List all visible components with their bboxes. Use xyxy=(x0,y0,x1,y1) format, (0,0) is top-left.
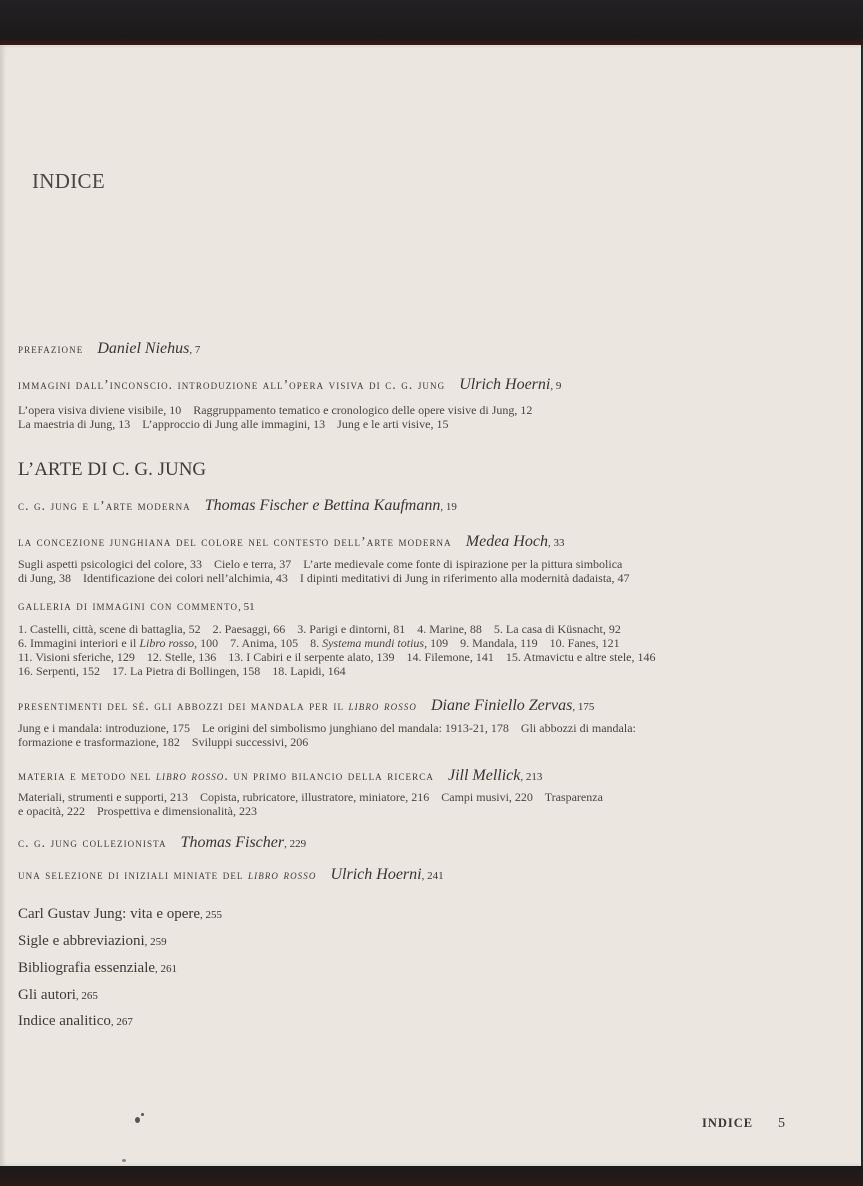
toc-entry-back-matter[interactable]: Carl Gustav Jung: vita e opere, 255 xyxy=(18,906,223,922)
entry-title-italic: libro rosso xyxy=(155,768,225,783)
toc-entry-back-matter[interactable]: Bibliografia essenziale, 261 xyxy=(18,960,178,976)
entry-page: 267 xyxy=(116,1016,133,1028)
entry-page: 7 xyxy=(194,344,201,356)
toc-subentries: formazione e trasformazione, 182 Sviluppi successivi, 206 xyxy=(18,735,309,749)
entry-title: la concezione junghiana del colore nel contesto dell’arte moderna xyxy=(18,534,452,549)
entry-author: Thomas Fischer xyxy=(180,834,285,851)
entry-title: prefazione xyxy=(18,341,84,356)
scan-background-top xyxy=(0,0,863,45)
page-number: 5 xyxy=(778,1116,785,1131)
entry-page: 213 xyxy=(525,771,543,783)
scan-speck xyxy=(135,1117,140,1123)
entry-page: 261 xyxy=(160,963,178,975)
entry-title: c. g. jung e l’arte moderna xyxy=(18,498,191,513)
entry-page: 51 xyxy=(243,601,255,613)
entry-title-italic: libro rosso xyxy=(348,698,417,713)
entry-page: 259 xyxy=(150,936,167,948)
toc-entry-chapter[interactable]: galleria di immagini con commento, 51 xyxy=(18,598,255,613)
running-footer: INDICE xyxy=(702,1116,754,1130)
toc-entry-chapter[interactable]: c. g. jung e l’arte moderna Thomas Fischer e Bettina Kaufmann, 19 xyxy=(18,497,457,514)
part-title: L’ARTE DI C. G. JUNG xyxy=(18,459,207,480)
entry-title: galleria di immagini con commento xyxy=(18,598,239,613)
scan-background-bottom xyxy=(0,1166,863,1186)
toc-entry-back-matter[interactable]: Indice analitico, 267 xyxy=(18,1013,133,1029)
entry-page: 241 xyxy=(427,870,444,882)
toc-entry-back-matter[interactable]: Sigle e abbreviazioni, 259 xyxy=(18,933,167,949)
toc-entry-preface[interactable]: prefazione Daniel Niehus, 7 xyxy=(18,340,201,357)
toc-subentries: L’opera visiva diviene visibile, 10 Raggruppamento tematico e cronologico delle opere visive di Jung, 12 xyxy=(18,403,533,417)
entry-page: 229 xyxy=(289,838,307,850)
toc-subentries: di Jung, 38 Identificazione dei colori nell’alchimia, 43 I dipinti meditativi di Jung in riferimento alla modernità dadaista, 47 xyxy=(18,571,630,585)
entry-author: Ulrich Hoerni xyxy=(459,376,551,393)
entry-title: presentimenti del sé. gli abbozzi dei mandala per il xyxy=(18,698,349,713)
toc-entry-chapter[interactable]: materia e metodo nel libro rosso. un primo bilancio della ricerca Jill Mellick, 213 xyxy=(18,767,543,784)
page-title: INDICE xyxy=(32,169,105,193)
entry-title: una selezione di iniziali miniate del xyxy=(18,867,249,882)
toc-entry-chapter[interactable]: presentimenti del sé. gli abbozzi dei mandala per il libro rosso Diane Finiello Zervas, 175 xyxy=(18,697,595,714)
toc-subentries: Materiali, strumenti e supporti, 213 Copista, rubricatore, illustratore, miniatore, 216 Campi musivi, 220 Trasparenza xyxy=(18,790,603,804)
entry-page: 19 xyxy=(445,501,457,513)
entry-author: Medea Hoch xyxy=(465,533,548,550)
entry-title: immagini dall’inconscio. introduzione all’opera visiva di c. g. jung xyxy=(18,377,446,392)
toc-subentries: La maestria di Jung, 13 L’approccio di Jung alle immagini, 13 Jung e le arti visive, 15 xyxy=(18,417,449,431)
toc-entry-intro[interactable]: immagini dall’inconscio. introduzione all’opera visiva di c. g. jung Ulrich Hoerni, 9 xyxy=(18,376,562,393)
entry-author: Jill Mellick xyxy=(447,767,521,784)
entry-title: c. g. jung collezionista xyxy=(18,835,167,850)
toc-entry-chapter[interactable]: la concezione junghiana del colore nel contesto dell’arte moderna Medea Hoch, 33 xyxy=(18,533,565,550)
scan-speck xyxy=(141,1113,144,1116)
entry-page: 265 xyxy=(81,990,98,1002)
toc-subentries: e opacità, 222 Prospettiva e dimensionalità, 223 xyxy=(18,804,257,818)
toc-entry-chapter[interactable]: una selezione di iniziali miniate del libro rosso Ulrich Hoerni, 241 xyxy=(18,866,444,883)
entry-page: 255 xyxy=(205,909,223,921)
entry-page: 175 xyxy=(577,701,595,713)
toc-entry-back-matter[interactable]: Gli autori, 265 xyxy=(18,987,98,1003)
entry-author: Ulrich Hoerni xyxy=(330,866,422,883)
toc-subentries: 11. Visioni sferiche, 129 12. Stelle, 136 13. I Cabiri e il serpente alato, 139 14. Filemone, 141 15. Atmavictu e altre stele, 146 xyxy=(18,650,656,664)
toc-subentries: Sugli aspetti psicologici del colore, 33 Cielo e terra, 37 L’arte medievale come fonte di ispirazione per la pittura simbolica xyxy=(18,557,623,571)
entry-title: materia e metodo nel xyxy=(18,768,156,783)
toc-entry-chapter[interactable]: c. g. jung collezionista Thomas Fischer, 229 xyxy=(18,834,307,851)
entry-author: Diane Finiello Zervas xyxy=(431,697,573,714)
entry-title-italic: libro rosso xyxy=(248,867,317,882)
entry-author: Thomas Fischer e Bettina Kaufmann xyxy=(204,497,441,514)
scan-speck xyxy=(122,1159,126,1162)
entry-page: 9 xyxy=(555,380,562,392)
toc-subentries: 6. Immagini interiori e il Libro rosso, 100 7. Anima, 105 8. Systema mundi totius, 109 9. Mandala, 119 10. Fanes, 121 xyxy=(18,636,620,650)
entry-page: 33 xyxy=(553,537,565,549)
toc-subentries: 16. Serpenti, 152 17. La Pietra di Bollingen, 158 18. Lapidi, 164 xyxy=(18,664,346,678)
entry-author: Daniel Niehus xyxy=(97,340,190,357)
toc-subentries: Jung e i mandala: introduzione, 175 Le origini del simbolismo junghiano del mandala: 1913-21, 178 Gli abbozzi di mandala: xyxy=(18,721,636,735)
toc-subentries: 1. Castelli, città, scene di battaglia, 52 2. Paesaggi, 66 3. Parigi e dintorni, 81 4. Marine, 88 5. La casa di Küsnacht, 92 xyxy=(18,622,621,636)
